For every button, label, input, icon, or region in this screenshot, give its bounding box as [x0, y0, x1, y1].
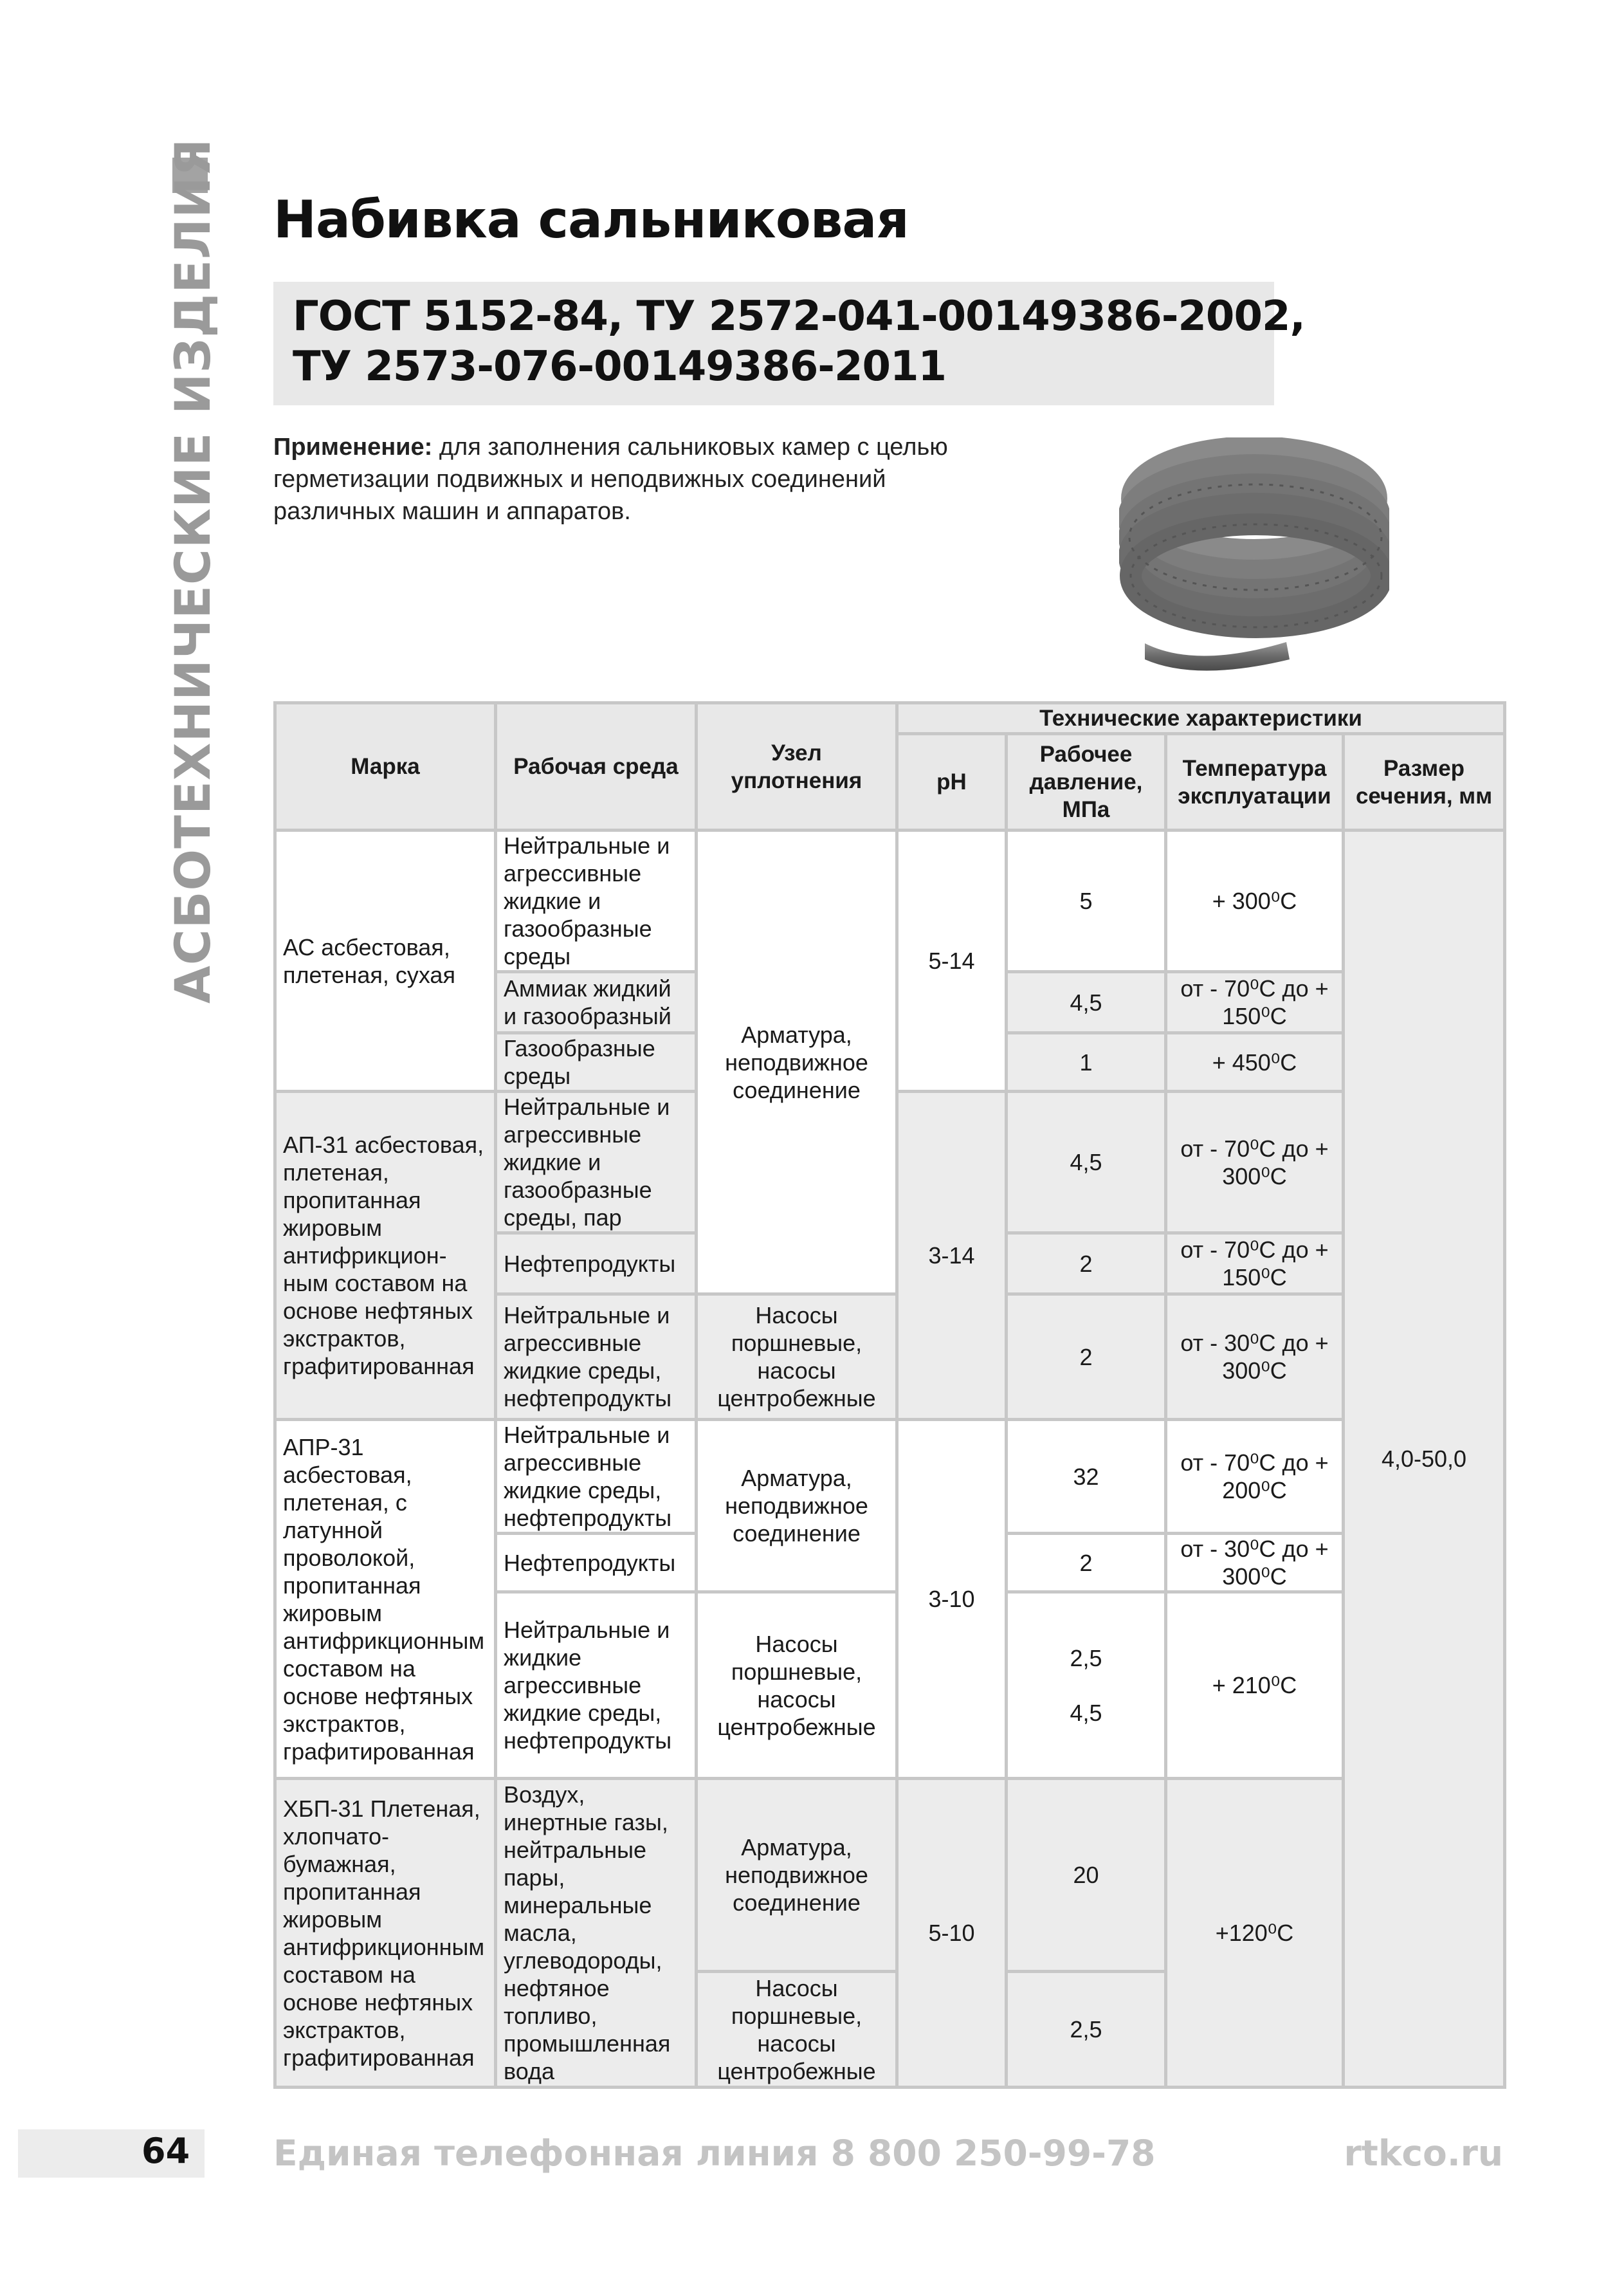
page-number: 64	[141, 2131, 190, 2171]
cell-temperature: +120⁰C	[1166, 1779, 1344, 2088]
usage-label: Применение:	[273, 434, 433, 461]
usage-paragraph	[273, 431, 994, 528]
footer-site-link[interactable]: rtkco.ru	[1344, 2133, 1503, 2174]
cell-pressure-pair	[1007, 1592, 1166, 1779]
cell-temperature: от - 70⁰C до + 150⁰C	[1166, 1233, 1344, 1294]
cell-pressure: 20	[1007, 1779, 1166, 1972]
cell-seal: Насосы поршневые, насосы центробежные	[697, 1294, 897, 1420]
cell-ph: 5-14	[897, 831, 1007, 1092]
header-temperature: Температура эксплуатации	[1166, 734, 1344, 831]
cell-medium: Воздух, инертные газы, нейтральные пары, минеральные масла, углеводороды, нефтяное топливо, промышленная вода	[496, 1779, 697, 2088]
cell-pressure: 2,5	[1070, 1644, 1102, 1671]
cell-seal: Насосы поршневые, насосы центробежные	[697, 1592, 897, 1779]
cell-temperature: от - 30⁰C до + 300⁰C	[1166, 1294, 1344, 1420]
page-title: Набивка сальниковая	[273, 190, 909, 250]
cell-temperature: от - 70⁰C до + 300⁰C	[1166, 1092, 1344, 1233]
cell-ph: 3-10	[897, 1420, 1007, 1779]
cell-medium: Нейтральные и агрессивные жидкие среды, нефтепродукты	[496, 1420, 697, 1534]
cell-pressure: 4,5	[1007, 1092, 1166, 1233]
header-brand: Марка	[275, 703, 496, 831]
usage-text: для заполнения сальниковых камер с целью герметизации подвижных и неподвижных соединений различных машин и аппаратов.	[273, 434, 948, 525]
header-ph: pH	[897, 734, 1007, 831]
cell-ph: 3-14	[897, 1092, 1007, 1420]
cell-medium: Нейтральные и жидкие агрессивные жидкие среды, нефтепродукты	[496, 1592, 697, 1779]
cell-medium: Газообразные среды	[496, 1033, 697, 1092]
cell-medium: Аммиак жидкий и газообразный	[496, 972, 697, 1033]
footer-phone: Единая телефонная линия 8 800 250-99-78	[273, 2133, 1156, 2174]
cell-seal: Арматура, неподвижное соединение	[697, 1420, 897, 1592]
cell-pressure: 2,5	[1007, 1972, 1166, 2088]
cell-pressure: 5	[1007, 831, 1166, 972]
gost-line-1: ГОСТ 5152-84, ТУ 2572-041-00149386-2002,	[293, 293, 1305, 340]
cell-size: 4,0-50,0	[1344, 831, 1505, 2088]
cell-brand-apr31: АПР-31 асбестовая, плетеная, с латунной проволокой, пропитанная жировым антифрикционным составом на основе нефтяных экстрактов, графитированная	[275, 1420, 496, 1779]
header-size: Размер сечения, мм	[1344, 734, 1505, 831]
cell-medium: Нейтральные и агрессивные жидкие и газообразные среды, пар	[496, 1092, 697, 1233]
header-pressure: Рабочее давление, МПа	[1007, 734, 1166, 831]
header-tech: Технические характеристики	[897, 703, 1505, 734]
cell-temperature: от - 70⁰C до + 200⁰C	[1166, 1420, 1344, 1534]
cell-brand-as: АС асбестовая, плетеная, сухая	[275, 831, 496, 1092]
packing-coil-image	[1119, 437, 1389, 675]
spec-table	[273, 701, 1506, 2089]
gost-line-2: ТУ 2573-076-00149386-2011	[293, 343, 947, 390]
cell-pressure: 4,5	[1070, 1699, 1102, 1726]
cell-pressure: 2	[1007, 1534, 1166, 1592]
cell-medium: Нейтральные и агрессивные жидкие и газообразные среды	[496, 831, 697, 972]
cell-ph: 5-10	[897, 1779, 1007, 2088]
cell-medium: Нефтепродукты	[496, 1233, 697, 1294]
cell-brand-hbp31: ХБП-31 Плетеная, хлопчато-бумажная, пропитанная жировым антифрикционным составом на основе нефтяных экстрактов, графитированная	[275, 1779, 496, 2088]
cell-medium: Нейтральные и агрессивные жидкие среды, нефтепродукты	[496, 1294, 697, 1420]
section-side-label-text: АСБОТЕХНИЧЕСКИЕ ИЗДЕЛИЯ	[164, 138, 221, 1004]
cell-pressure: 1	[1007, 1033, 1166, 1092]
cell-temperature: от - 70⁰C до + 150⁰C	[1166, 972, 1344, 1033]
header-seal: Узел уплотнения	[697, 703, 897, 831]
cell-medium: Нефтепродукты	[496, 1534, 697, 1592]
cell-temperature: + 210⁰C	[1166, 1592, 1344, 1779]
cell-seal: Арматура, неподвижное соединение	[697, 1779, 897, 1972]
cell-seal: Насосы поршневые, насосы центробежные	[697, 1972, 897, 2088]
cell-temperature: + 450⁰C	[1166, 1033, 1344, 1092]
section-side-label	[164, 138, 221, 1055]
cell-temperature: + 300⁰C	[1166, 831, 1344, 972]
cell-pressure: 2	[1007, 1233, 1166, 1294]
cell-seal: Арматура, неподвижное соединение	[697, 831, 897, 1294]
cell-pressure: 4,5	[1007, 972, 1166, 1033]
cell-pressure: 2	[1007, 1294, 1166, 1420]
cell-temperature: от - 30⁰C до + 300⁰C	[1166, 1534, 1344, 1592]
cell-pressure: 32	[1007, 1420, 1166, 1534]
cell-brand-ap31: АП-31 асбестовая, плетеная, пропитанная жировым антифрикцион-ным составом на основе нефтяных экстрактов, графитированная	[275, 1092, 496, 1420]
header-medium: Рабочая среда	[496, 703, 697, 831]
